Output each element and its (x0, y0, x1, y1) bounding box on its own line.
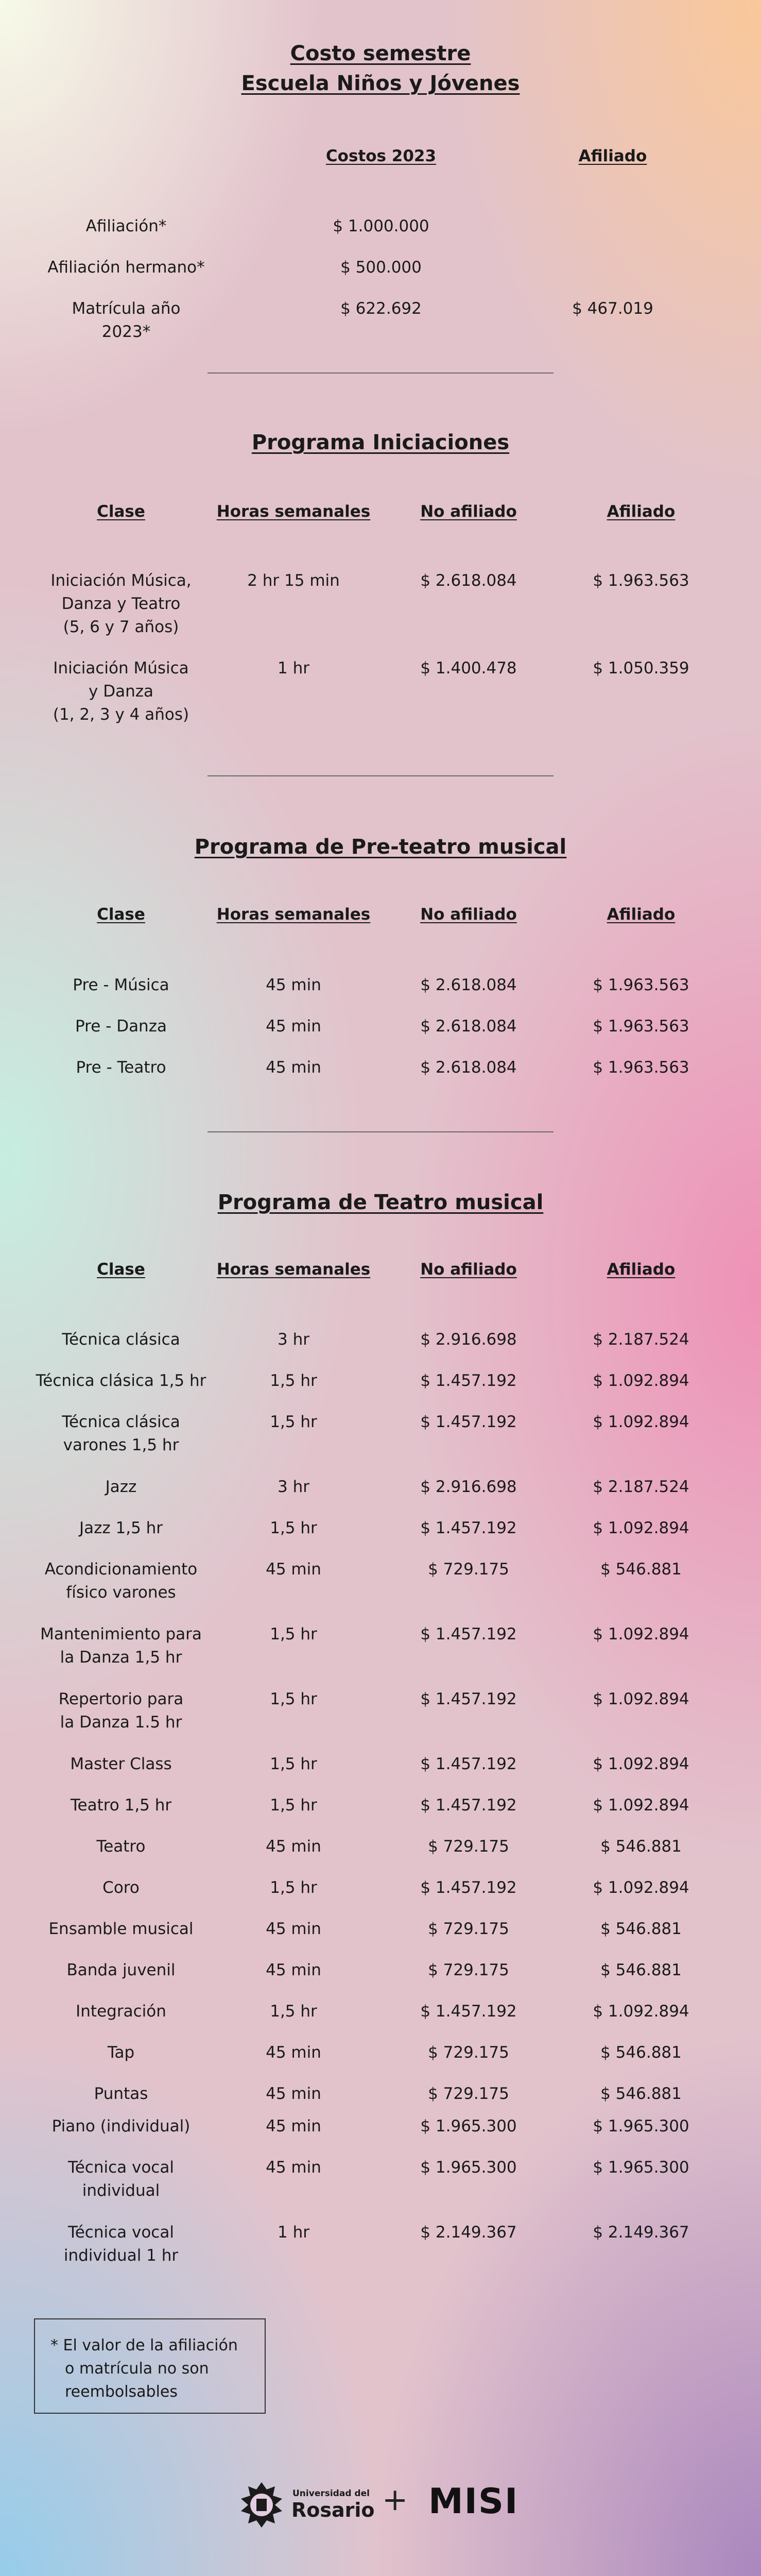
fee-afiliado: $ 467.019 (572, 299, 653, 318)
cell-clase-line: Teatro (96, 1837, 146, 1856)
cell-clase-line: la Danza 1,5 hr (60, 1648, 182, 1667)
col-header-no-afiliado: No afiliado (420, 905, 517, 924)
fee-cost: $ 1.000.000 (333, 217, 429, 235)
section-title-text: Programa de Teatro musical (217, 1191, 544, 1214)
cell-clase (21, 569, 221, 639)
cell-no-afiliado: $ 1.457.192 (420, 1755, 517, 1773)
cell-afiliado: $ 1.092.894 (593, 1519, 689, 1537)
cell-clase (21, 1753, 221, 1776)
cell-clase (21, 1794, 221, 1817)
cell-no-afiliado: $ 729.175 (428, 1961, 509, 1979)
cell-clase (21, 2221, 221, 2267)
cell-clase-line: Repertorio para (58, 1690, 184, 1708)
col-header-no-afiliado: No afiliado (420, 502, 517, 521)
cell-clase (21, 1328, 221, 1351)
cell-horas: 45 min (266, 2117, 321, 2136)
cell-no-afiliado: $ 2.916.698 (420, 1330, 517, 1349)
cell-clase-line: Danza y Teatro (61, 595, 181, 613)
cell-horas: 1,5 hr (270, 1519, 317, 1537)
cell-clase-line: Integración (76, 2002, 166, 2021)
cell-clase (21, 1688, 221, 1734)
cell-clase-line: Técnica vocal (68, 2158, 174, 2177)
logos (0, 2473, 761, 2535)
cell-clase (21, 2156, 221, 2202)
cell-horas: 45 min (266, 1058, 321, 1077)
cell-horas: 45 min (266, 2043, 321, 2062)
cell-no-afiliado: $ 1.457.192 (420, 1371, 517, 1390)
cell-clase (21, 1623, 221, 1669)
cell-afiliado: $ 546.881 (600, 1961, 682, 1979)
cell-no-afiliado: $ 1.457.192 (420, 1625, 517, 1643)
cell-clase-line: Banda juvenil (66, 1961, 176, 1979)
cell-no-afiliado: $ 2.618.084 (420, 1058, 517, 1077)
cell-afiliado: $ 1.963.563 (593, 571, 689, 590)
cell-clase-line: Técnica clásica (62, 1413, 180, 1431)
disclaimer-box (34, 2318, 266, 2414)
cell-clase-line: la Danza 1.5 hr (60, 1713, 182, 1732)
cell-horas: 1,5 hr (270, 1413, 317, 1431)
cell-clase-line: Ensamble musical (48, 1920, 194, 1938)
cell-horas: 45 min (266, 1920, 321, 1938)
col-header-clase: Clase (97, 1260, 145, 1279)
divider (207, 775, 554, 776)
cell-clase (21, 1056, 221, 1079)
cell-clase-line: varones 1,5 hr (63, 1436, 179, 1454)
cell-no-afiliado: $ 729.175 (428, 2043, 509, 2062)
col-header-afiliado: Afiliado (578, 147, 647, 165)
title-line-1: Costo semestre (290, 42, 471, 65)
cell-no-afiliado: $ 2.618.084 (420, 1017, 517, 1036)
cell-horas: 45 min (266, 1837, 321, 1856)
cell-clase (21, 2115, 221, 2138)
cell-afiliado: $ 1.092.894 (593, 2002, 689, 2021)
col-header-horas: Horas semanales (216, 502, 371, 521)
cell-no-afiliado: $ 1.457.192 (420, 2002, 517, 2021)
cell-clase (21, 1835, 221, 1858)
fee-label: Matrícula año 2023* (72, 299, 181, 341)
cell-clase-line: Técnica clásica 1,5 hr (36, 1371, 206, 1390)
cell-afiliado: $ 1.963.563 (593, 1017, 689, 1036)
note-line-3: reembolsables (65, 2383, 178, 2401)
misi-logo: MISI (428, 2481, 519, 2522)
cell-afiliado: $ 1.963.563 (593, 976, 689, 994)
cell-afiliado: $ 546.881 (600, 1560, 682, 1579)
section-title (0, 428, 761, 457)
cell-clase-line: Técnica clásica (62, 1330, 180, 1349)
section-title (0, 832, 761, 862)
section-title-text: Programa Iniciaciones (251, 431, 510, 454)
cell-afiliado: $ 1.092.894 (593, 1413, 689, 1431)
cell-clase-line: individual (82, 2181, 160, 2200)
cell-clase-line: Iniciación Música, (50, 571, 192, 590)
cell-clase (21, 1876, 221, 1900)
cell-no-afiliado: $ 1.457.192 (420, 1796, 517, 1815)
cell-clase-line: Coro (102, 1878, 140, 1897)
cell-afiliado: $ 2.149.367 (593, 2223, 689, 2242)
cell-horas: 1,5 hr (270, 1371, 317, 1390)
col-header-afiliado: Afiliado (607, 905, 676, 924)
cell-horas: 45 min (266, 2158, 321, 2177)
cell-no-afiliado: $ 1.457.192 (420, 1878, 517, 1897)
cell-horas: 2 hr 15 min (247, 571, 340, 590)
cell-afiliado: $ 546.881 (600, 1920, 682, 1938)
cell-horas: 3 hr (278, 1478, 309, 1496)
cell-afiliado: $ 1.092.894 (593, 1878, 689, 1897)
cell-clase-line: Master Class (70, 1755, 172, 1773)
note-line-1: * El valor de la afiliación (50, 2336, 238, 2354)
cell-clase (21, 1476, 221, 1499)
cell-no-afiliado: $ 2.916.698 (420, 1478, 517, 1496)
cell-horas: 1 hr (278, 659, 309, 677)
cell-horas: 1,5 hr (270, 1878, 317, 1897)
cell-clase-line: Mantenimiento para (40, 1625, 202, 1643)
title-line-2: Escuela Niños y Jóvenes (241, 72, 520, 95)
cell-clase (21, 2000, 221, 2023)
fee-label: Afiliación* (85, 217, 167, 235)
cell-clase (21, 1918, 221, 1941)
plus-separator: + (382, 2482, 408, 2518)
cell-clase-line: Piano (individual) (51, 2117, 191, 2136)
cell-afiliado: $ 1.050.359 (593, 659, 689, 677)
col-header-costos: Costos 2023 (325, 147, 437, 165)
col-header-clase: Clase (97, 502, 145, 521)
cell-horas: 1 hr (278, 2223, 309, 2242)
cell-clase (21, 1558, 221, 1604)
cell-clase-line: Jazz 1,5 hr (79, 1519, 163, 1537)
cell-no-afiliado: $ 729.175 (428, 1920, 509, 1938)
cell-afiliado: $ 2.187.524 (593, 1330, 689, 1349)
fee-cost: $ 500.000 (340, 258, 422, 277)
col-header-horas: Horas semanales (216, 905, 371, 924)
cell-horas: 1,5 hr (270, 1625, 317, 1643)
cell-clase-line: Técnica vocal (68, 2223, 174, 2242)
cell-clase (21, 657, 221, 726)
cell-clase-line: individual 1 hr (63, 2246, 179, 2265)
cell-clase (21, 1411, 221, 1457)
cell-clase-line: Jazz (105, 1478, 137, 1496)
col-header-horas: Horas semanales (216, 1260, 371, 1279)
cell-clase-line: y Danza (89, 682, 153, 701)
cell-clase (21, 2041, 221, 2064)
fee-label: Afiliación hermano* (47, 258, 205, 277)
cell-clase (21, 1959, 221, 1982)
cell-no-afiliado: $ 1.400.478 (420, 659, 517, 677)
cell-clase-line: Teatro 1,5 hr (70, 1796, 172, 1815)
cell-no-afiliado: $ 1.457.192 (420, 1413, 517, 1431)
section-title (0, 1188, 761, 1217)
cell-horas: 45 min (266, 1961, 321, 1979)
cell-clase-line: Puntas (94, 2084, 148, 2103)
cell-no-afiliado: $ 2.618.084 (420, 571, 517, 590)
cell-clase-line: Pre - Danza (75, 1017, 167, 1036)
cell-horas: 45 min (266, 1017, 321, 1036)
cell-afiliado: $ 1.965.300 (593, 2158, 689, 2177)
cell-clase-line: (5, 6 y 7 años) (63, 618, 179, 636)
cell-afiliado: $ 1.092.894 (593, 1690, 689, 1708)
cell-no-afiliado: $ 729.175 (428, 1837, 509, 1856)
cell-afiliado: $ 1.092.894 (593, 1371, 689, 1390)
col-header-afiliado: Afiliado (607, 1260, 676, 1279)
section-title-text: Programa de Pre-teatro musical (194, 835, 567, 859)
cell-clase-line: (1, 2, 3 y 4 años) (53, 705, 189, 724)
cell-afiliado: $ 1.092.894 (593, 1755, 689, 1773)
cell-no-afiliado: $ 1.457.192 (420, 1519, 517, 1537)
cell-horas: 3 hr (278, 1330, 309, 1349)
cell-clase-line: Iniciación Música (53, 659, 189, 677)
cell-horas: 45 min (266, 2084, 321, 2103)
cell-afiliado: $ 546.881 (600, 2043, 682, 2062)
cell-horas: 1,5 hr (270, 1796, 317, 1815)
cell-clase (21, 974, 221, 997)
cell-afiliado: $ 546.881 (600, 2084, 682, 2103)
cell-clase-line: Acondicionamiento (44, 1560, 198, 1579)
cell-horas: 1,5 hr (270, 1755, 317, 1773)
cell-afiliado: $ 1.092.894 (593, 1625, 689, 1643)
cell-no-afiliado: $ 2.149.367 (420, 2223, 517, 2242)
fee-cost: $ 622.692 (340, 299, 422, 318)
cell-afiliado: $ 1.092.894 (593, 1796, 689, 1815)
university-name-small: Universidad del (292, 2488, 370, 2499)
cell-horas: 45 min (266, 976, 321, 994)
cell-clase-line: físico varones (66, 1583, 176, 1602)
cell-clase (21, 1015, 221, 1038)
note-line-2: o matrícula no son (65, 2360, 209, 2378)
cell-no-afiliado: $ 729.175 (428, 1560, 509, 1579)
cell-clase-line: Pre - Música (73, 976, 169, 994)
cell-no-afiliado: $ 729.175 (428, 2084, 509, 2103)
col-header-afiliado: Afiliado (607, 502, 676, 521)
cell-afiliado: $ 546.881 (600, 1837, 682, 1856)
cell-clase-line: Pre - Teatro (76, 1058, 166, 1077)
cell-clase (21, 1517, 221, 1540)
col-header-clase: Clase (97, 905, 145, 924)
university-crest-icon (236, 2479, 287, 2531)
cell-no-afiliado: $ 1.965.300 (420, 2117, 517, 2136)
cell-afiliado: $ 1.963.563 (593, 1058, 689, 1077)
divider (207, 372, 554, 374)
university-name-large: Rosario (291, 2499, 375, 2521)
cell-horas: 45 min (266, 1560, 321, 1579)
page-title (0, 39, 761, 98)
cell-horas: 1,5 hr (270, 1690, 317, 1708)
cell-no-afiliado: $ 1.965.300 (420, 2158, 517, 2177)
cell-clase-line: Tap (107, 2043, 135, 2062)
cell-clase (21, 1369, 221, 1393)
cell-afiliado: $ 2.187.524 (593, 1478, 689, 1496)
divider (207, 1131, 554, 1132)
col-header-no-afiliado: No afiliado (420, 1260, 517, 1279)
cell-no-afiliado: $ 2.618.084 (420, 976, 517, 994)
cell-no-afiliado: $ 1.457.192 (420, 1690, 517, 1708)
cell-clase (21, 2082, 221, 2106)
cell-afiliado: $ 1.965.300 (593, 2117, 689, 2136)
cell-horas: 1,5 hr (270, 2002, 317, 2021)
